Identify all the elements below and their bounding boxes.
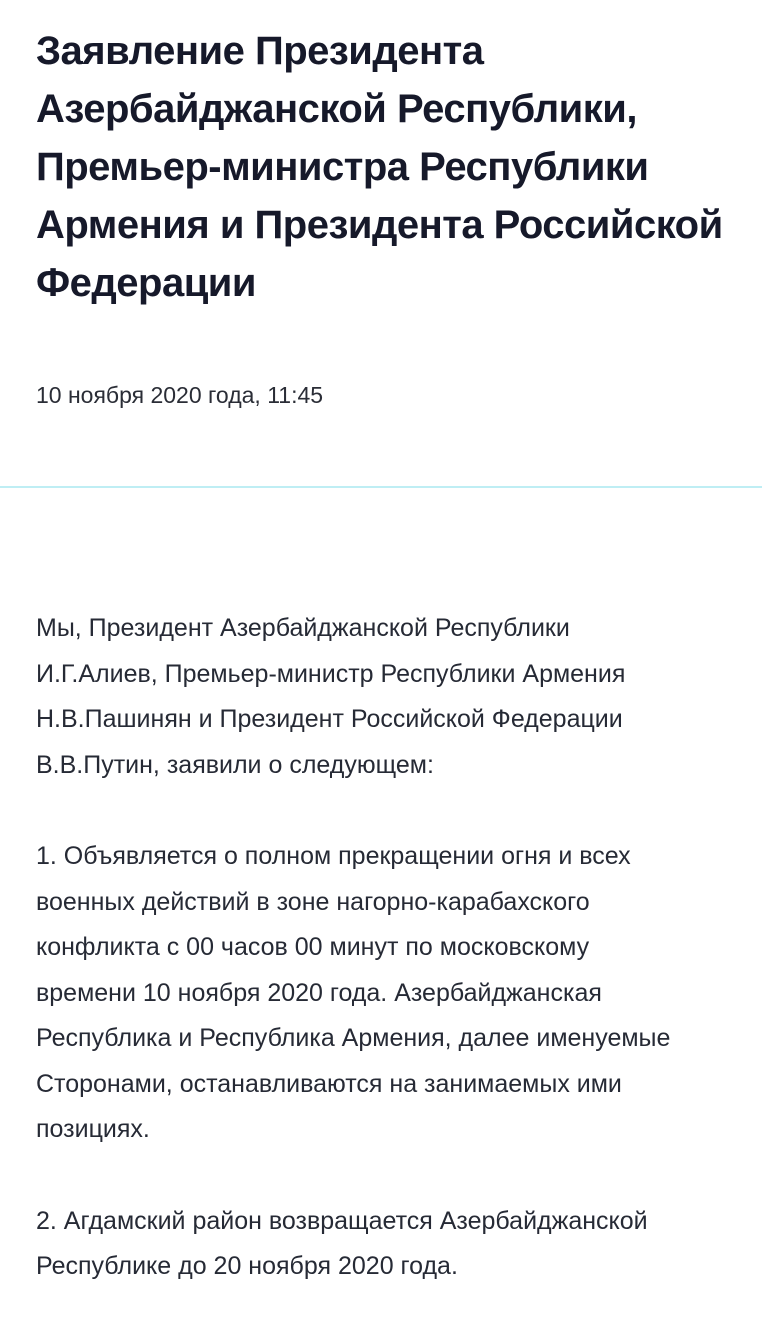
article-body xyxy=(36,606,736,1336)
clause-1-paragraph xyxy=(36,834,736,1153)
paragraph-line: 2. Агдамский район возвращается Азербайджанской xyxy=(36,1206,648,1235)
clause-2-paragraph xyxy=(36,1199,736,1290)
publish-date: 10 ноября 2020 года, 11:45 xyxy=(36,382,324,408)
paragraph-line: Сторонами, останавливаются на занимаемых ими xyxy=(36,1069,622,1098)
title-line: Азербайджанской Республики, xyxy=(36,87,637,131)
paragraph-line: времени 10 ноября 2020 года. Азербайджанская xyxy=(36,978,602,1007)
paragraph-line: позициях. xyxy=(36,1115,150,1143)
paragraph-line: В.В.Путин, заявили о следующем: xyxy=(36,750,434,779)
paragraph-line: 1. Объявляется о полном прекращении огня и всех xyxy=(36,842,631,870)
title-line: Федерации xyxy=(36,261,256,305)
page-title xyxy=(36,22,736,312)
title-line: Заявление Президента xyxy=(36,29,484,73)
paragraph-line: Республика и Республика Армения, далее именуемые xyxy=(36,1024,671,1052)
intro-paragraph xyxy=(36,606,736,788)
title-line: Армения и Президента Российской xyxy=(36,203,723,247)
paragraph-line: конфликта с 00 часов 00 минут по московскому xyxy=(36,933,590,961)
paragraph-line: Н.В.Пашинян и Президент Российской Федерации xyxy=(36,705,623,733)
paragraph-line: Республике до 20 ноября 2020 года. xyxy=(36,1252,458,1280)
paragraph-line: И.Г.Алиев, Премьер-министр Республики Армения xyxy=(36,659,626,688)
paragraph-line: военных действий в зоне нагорно-карабахского xyxy=(36,887,590,916)
paragraph-line: Мы, Президент Азербайджанской Республики xyxy=(36,614,570,642)
title-line: Премьер-министра Республики xyxy=(36,145,649,189)
divider xyxy=(0,486,762,488)
